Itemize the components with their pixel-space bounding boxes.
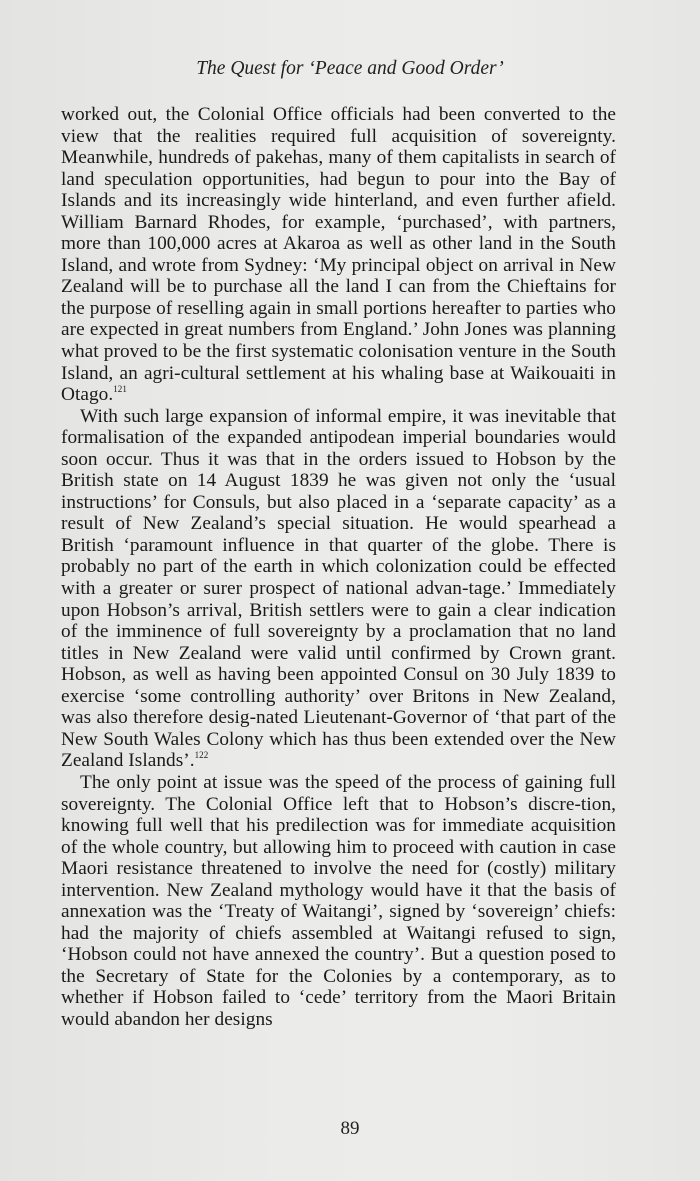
body-text [61, 104, 616, 1031]
page-number: 89 [340, 1118, 360, 1139]
paragraph-2-text: With such large expansion of informal empire, it was inevitable that formalisation of the expanded antipodean imperial boundaries would soon occur. Thus it was that in the orders issued to Hobson by the British state on 14 August 1839 he was given not only the ‘usual instructions’ for Consuls, but also placed in a ‘separate capacity’ as a result of New Zealand’s special situation. He would spearhead a British ‘paramount influence in that quarter of the globe. There is probably no part of the earth in which colonization could be effected with a greater or surer prospect of national advan-tage.’ Immediately upon Hobson’s arrival, British settlers were to gain a clear indication of the imminence of full sovereignty by a proclamation that no land titles in New Zealand were valid until confirmed by Crown grant. Hobson, as well as having been appointed Consul on 30 July 1839 to exercise ‘some controlling authority’ over Britons in New Zealand, was also therefore desig-nated Lieutenant-Governor of ‘that part of the New South Wales Colony which has thus been extended over the New Zealand Islands’. [61, 405, 616, 772]
running-head: The Quest for ‘Peace and Good Order’ [196, 58, 504, 79]
paragraph-1-text: worked out, the Colonial Office officials had been converted to the view that the realities required full acquisition of sovereignty. Meanwhile, hundreds of pakehas, many of them capitalists in search of land speculation opportunities, had begun to pour into the Bay of Islands and its increasingly wide hinterland, and even further afield. William Barnard Rhodes, for example, ‘purchased’, with partners, more than 100,000 acres at Akaroa as well as other land in the South Island, and wrote from Sydney: ‘My principal object on arrival in New Zealand will be to purchase all the land I can from the Chieftains for the purpose of reselling again in small portions hereafter to parties who are expected in great numbers from England.’ John Jones was planning what proved to be the first systematic colonisation venture in the South Island, an agri-cultural settlement at his whaling base at Waikouaiti in Otago. [61, 104, 616, 406]
footnote-ref-121[interactable]: 121 [113, 384, 127, 395]
paragraph-1 [61, 104, 616, 406]
paragraph-3 [61, 772, 616, 1031]
footnote-ref-122[interactable]: 122 [194, 750, 209, 761]
paragraph-2 [61, 406, 616, 772]
paragraph-3-text: The only point at issue was the speed of the process of gaining full sovereignty. The Colonial Office left that to Hobson’s discre-tion, knowing full well that his predilection was for immediate acquisition of the whole country, but allowing him to proceed with caution in case Maori resistance threatened to involve the need for (costly) military intervention. New Zealand mythology would have it that the basis of annexation was the ‘Treaty of Waitangi’, signed by ‘sovereign’ chiefs: had the majority of chiefs assembled at Waitangi refused to sign, ‘Hobson could not have annexed the country’. But a question posed to the Secretary of State for the Colonies by a contemporary, as to whether if Hobson failed to ‘cede’ territory from the Maori Britain would abandon her designs [61, 771, 616, 1030]
